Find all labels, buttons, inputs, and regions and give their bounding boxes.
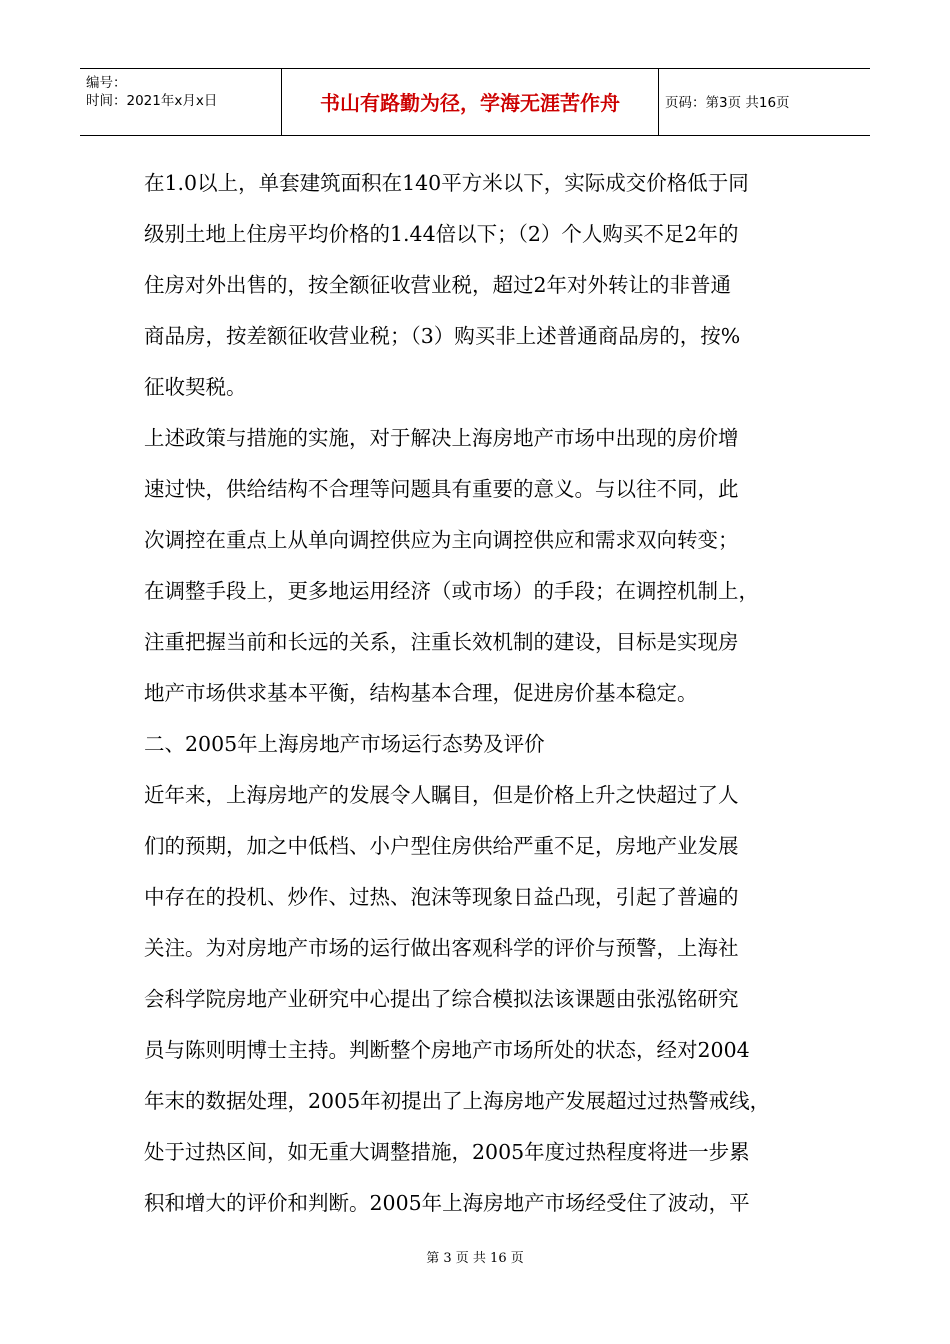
body-line: 处于过热区间，如无重大调整措施，2005年度过热程度将进一步累 <box>144 1140 750 1164</box>
header-divider-right <box>658 69 659 135</box>
body-line: 级别土地上住房平均价格的1.44倍以下；（2）个人购买不足2年的 <box>144 222 739 246</box>
document-body <box>144 158 820 1229</box>
body-line: 次调控在重点上从单向调控供应为主向调控供应和需求双向转变； <box>144 528 739 552</box>
page-header <box>80 68 870 136</box>
body-line: 注重把握当前和长远的关系，注重长效机制的建设，目标是实现房 <box>144 630 739 654</box>
body-line: 征收契税。 <box>144 375 247 399</box>
body-line: 在1.0以上，单套建筑面积在140平方米以下，实际成交价格低于同 <box>144 171 749 195</box>
body-line: 商品房，按差额征收营业税；（3）购买非上述普通商品房的，按% <box>144 324 741 348</box>
body-line: 近年来，上海房地产的发展令人瞩目，但是价格上升之快超过了人 <box>144 783 739 807</box>
document-date: 时间：2021年x月x日 <box>86 93 218 109</box>
body-line: 住房对外出售的，按全额征收营业税，超过2年对外转让的非普通 <box>144 273 732 297</box>
body-line: 上述政策与措施的实施，对于解决上海房地产市场中出现的房价增 <box>144 426 739 450</box>
header-meta <box>80 69 281 135</box>
body-line: 员与陈则明博士主持。判断整个房地产市场所处的状态，经对2004 <box>144 1038 750 1062</box>
body-line: 在调整手段上，更多地运用经济（或市场）的手段；在调控机制上， <box>144 579 759 603</box>
page-footer: 第 3 页 共 16 页 <box>426 1251 524 1266</box>
body-line: 们的预期，加之中低档、小户型住房供给严重不足，房地产业发展 <box>144 834 739 858</box>
header-motto: 书山有路勤为径，学海无涯苦作舟 <box>320 91 620 115</box>
body-line: 地产市场供求基本平衡，结构基本合理，促进房价基本稳定。 <box>144 681 698 705</box>
body-line: 年末的数据处理，2005年初提出了上海房地产发展超过过热警戒线， <box>144 1089 771 1113</box>
section-heading: 二、2005年上海房地产市场运行态势及评价 <box>144 732 545 756</box>
body-line: 中存在的投机、炒作、过热、泡沫等现象日益凸现，引起了普遍的 <box>144 885 739 909</box>
header-page-info: 页码：第3页 共16页 <box>665 95 790 111</box>
document-number-label: 编号： <box>86 75 127 91</box>
body-line: 关注。为对房地产市场的运行做出客观科学的评价与预警，上海社 <box>144 936 739 960</box>
body-line: 积和增大的评价和判断。2005年上海房地产市场经受住了波动，平 <box>144 1191 750 1215</box>
body-line: 会科学院房地产业研究中心提出了综合模拟法该课题由张泓铭研究 <box>144 987 739 1011</box>
body-line: 速过快，供给结构不合理等问题具有重要的意义。与以往不同，此 <box>144 477 739 501</box>
